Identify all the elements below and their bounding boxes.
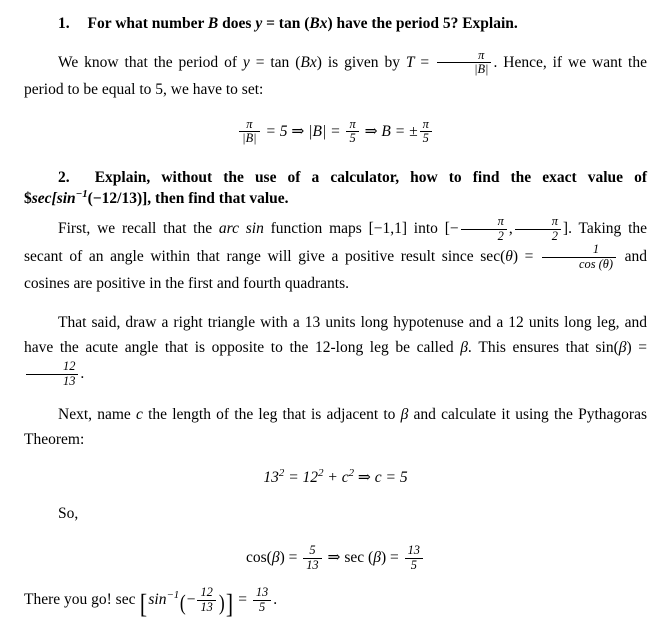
problem-1-text-eq: = tan ( [262,15,310,32]
p2-beta-2: β [618,339,627,357]
problem-2-paragraph-3 [24,402,647,452]
cos-close: ) = [279,549,302,567]
final-fn: 12 [200,585,213,600]
problem-1-var-y: y [255,15,263,32]
p1-d: = [414,53,436,71]
p1-c: ) is given by [316,53,406,71]
sec-f2d: 5 [405,558,423,572]
final-sin: sin [148,591,167,609]
p2c: , [508,220,513,238]
problem-2-heading [24,168,647,210]
pyth-mid-exp: 2 [318,467,324,480]
p2-3a: Next, name [58,406,136,424]
p2b: function maps [−1,1] into [− [263,220,459,238]
p2-theta: θ [505,248,513,266]
p1-Bx: Bx [300,53,317,71]
cos-open: cos( [246,549,272,567]
paren-open: ( [180,590,186,615]
pyth-tail: ⇒ c = 5 [354,469,408,487]
sec-frac-13-5 [405,544,423,572]
p2-var-c: c [135,406,143,424]
p1-a: We know that the period of [58,53,243,71]
problem-1-display-equation [24,118,647,146]
disp1-frac1-den: |B| [239,131,259,145]
disp1-eq2: ⇒ B = ± [360,122,418,140]
p2-frac-pi-2-b [515,215,561,243]
sec-f2n: 13 [407,543,420,558]
p2d: ]. Taking the secant of an angle within that range will give a positive result since sec( [24,220,648,266]
p1-y: y [242,53,250,71]
p2a: First, we recall that the [58,220,219,238]
p2-3c: and calculate it using the Pythagoras Theorem: [24,406,648,449]
paren-close: ) [218,590,225,615]
problem-1-paragraph [24,49,647,102]
cos-f1n: 5 [309,543,316,558]
p2-f3n: 1 [592,242,600,257]
disp1-frac-1 [239,118,259,146]
pythagoras-display-equation [24,468,647,487]
problem-2-sin: [sin [51,189,76,207]
final-frac-13-5 [253,586,271,614]
problem-2-text-a: Explain, without the use of a calculator, how to find the exact value of $ [24,168,648,207]
p1-b: = tan ( [249,53,301,71]
problem-1-text-pre: For what number [87,15,208,32]
disp1-frac-3 [420,118,432,146]
problem-1-text-post: ) have the period 5? Explain. [327,15,518,32]
problem-2-text-b: (−12/13)], then find that value. [87,189,289,207]
bracket-close: ] [226,588,234,619]
final-rn: 13 [255,585,269,600]
p1-fraction-pi-absB [437,49,491,77]
p2-arcsin: arc sin [218,220,264,238]
problem-2-paragraph-2 [24,310,647,388]
final-eq: = [234,591,251,609]
final-period: . [273,591,278,609]
pyth-rhs: + c [323,469,349,487]
p2-frac-1-cos [542,243,616,271]
final-frac-12-13 [197,586,215,614]
problem-2-exponent: −1 [75,187,88,200]
problem-2-number: 2. [58,168,70,186]
p1-T: T [405,53,415,71]
cos-f1d: 13 [303,558,321,572]
disp1-frac3-den: 5 [420,131,432,145]
sec-beta: β [373,549,381,567]
pyth-rhs-exp: 2 [348,467,354,480]
p2-2a: That said, draw a right triangle with a 13 units long hypotenuse and a 12 units long leg, and have the acute angle that is opposite to the 12-long leg be called [24,314,647,357]
cos-arrow: ⇒ sec ( [323,549,374,567]
final-a: There you go! sec [24,591,140,609]
p2-beta-1: β [460,339,468,357]
problem-2-sec: sec [31,189,52,207]
disp1-frac2-num: π [349,116,356,131]
final-exp: −1 [166,589,180,602]
problem-2-paragraph-1 [24,215,647,296]
p2-frac-12-13 [26,360,78,388]
p1-e: . Hence, if we want the period to be equal to 5, we have to set: [24,53,647,98]
cos-sec-display-equation [24,544,647,572]
final-minus: − [186,591,196,609]
pyth-mid: = 12 [284,469,319,487]
final-fd: 13 [197,600,215,614]
p2-2d: . [80,365,85,383]
so-label: So, [58,505,79,523]
p2-2fd: 13 [26,374,78,388]
p2-f1n: π [497,214,504,229]
problem-1-text-mid: does [218,15,256,32]
problem-1-heading [24,14,647,35]
cos-beta: β [271,549,280,567]
p2-3b: the length of the leg that is adjacent to [142,406,401,424]
p2f: and cosines are positive in the first and fourth quadrants. [24,248,647,292]
p2-f2d: 2 [515,229,561,243]
problem-1-var-B: B [207,15,219,32]
pyth-lhs: 13 [263,469,279,487]
p2-2fn: 12 [63,359,76,374]
disp1-eq1: = 5 ⇒ |B| = [261,122,345,140]
sec-close: ) = [380,549,403,567]
disp1-frac2-den: 5 [346,131,358,145]
p2-2b: . This ensures that sin( [467,339,619,357]
p2-beta-3: β [400,406,409,424]
cos-frac-5-13 [303,544,321,572]
final-rd: 5 [253,600,271,614]
disp1-frac1-num: π [246,116,253,131]
bracket-open: [ [140,588,148,619]
disp1-frac-2 [346,118,358,146]
p1-frac-den: |B| [437,62,491,76]
p2-2c: ) = [626,339,647,357]
pyth-lhs-exp: 2 [278,467,285,480]
problem-1-var-Bx: Bx [309,15,328,32]
p2e: ) = [512,248,541,266]
problem-1-number: 1. [58,15,70,32]
p2-f3d: cos (θ) [542,257,616,271]
p2-f2n: π [551,214,558,229]
p1-frac-num: π [478,47,485,62]
final-answer-line [24,585,647,619]
disp1-frac3-num: π [422,116,429,131]
p2-frac-pi-2-a [461,215,507,243]
p2-f1d: 2 [461,229,507,243]
